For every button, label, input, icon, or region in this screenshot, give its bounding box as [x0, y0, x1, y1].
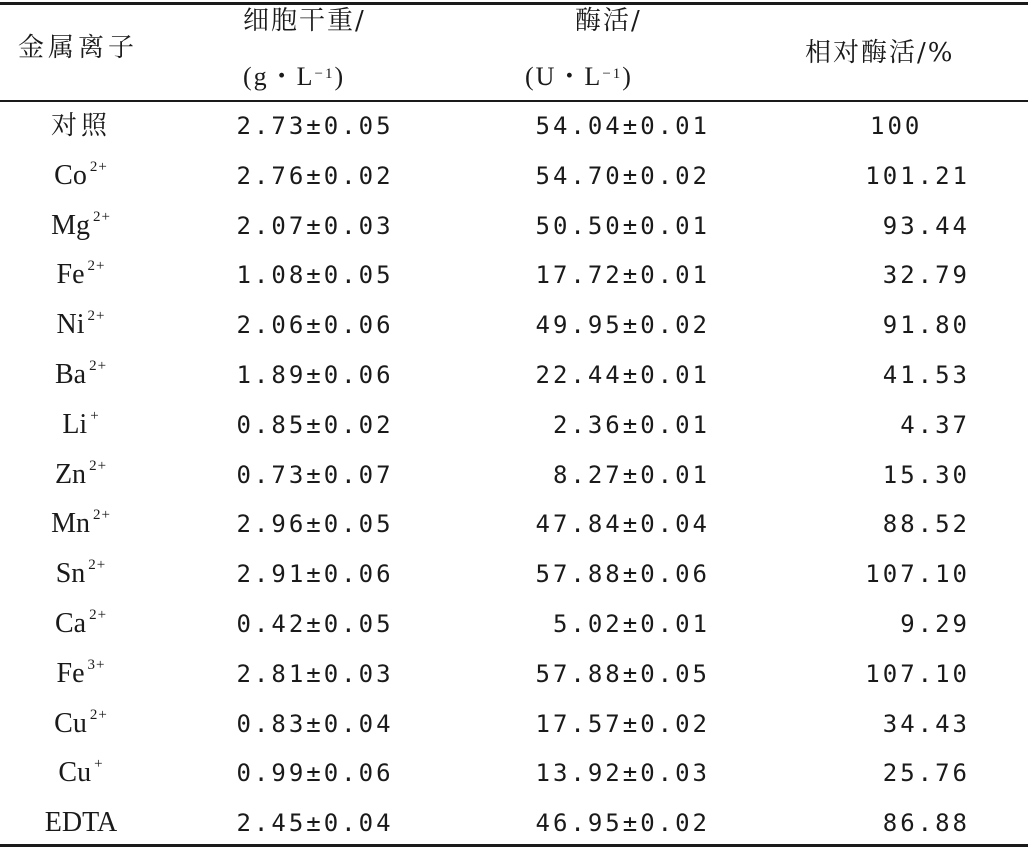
table-row — [0, 499, 1028, 549]
header-metal-ion: 金属离子 — [18, 33, 139, 63]
table-row — [0, 250, 1028, 300]
ion-symbol: 对照 — [50, 111, 111, 141]
header-relative-activity: 相对酶活/% — [805, 38, 955, 68]
table-row — [0, 151, 1028, 201]
cell-dry-weight: 2.76±0.02 — [236, 161, 394, 190]
cell-dry-weight: 2.07±0.03 — [236, 211, 394, 240]
header-dry-weight-unit-base: (g・L — [243, 62, 315, 91]
cell-metal-ion — [0, 450, 162, 500]
cell-enzyme-activity: 47.84±0.04 — [535, 510, 710, 539]
cell-relative-activity: 88.52 — [882, 510, 970, 539]
ion-symbol: Mn — [51, 508, 90, 540]
ion-charge: 2+ — [87, 308, 106, 325]
cell-enzyme-activity: 54.04±0.01 — [535, 112, 710, 140]
table-row — [0, 300, 1028, 350]
ion-symbol: Zn — [54, 458, 87, 490]
cell-metal-ion — [0, 250, 162, 300]
table-row — [0, 201, 1028, 251]
cell-metal-ion — [0, 350, 162, 400]
table-row — [0, 649, 1028, 699]
cell-dry-weight: 0.99±0.06 — [236, 759, 394, 788]
ion-charge: 2+ — [89, 158, 108, 175]
cell-metal-ion — [0, 699, 162, 749]
ion-charge: + — [90, 407, 100, 424]
cell-metal-ion — [0, 599, 162, 649]
cell-relative-activity: 9.29 — [900, 610, 970, 638]
cell-metal-ion — [0, 201, 162, 251]
ion-symbol: Cu — [58, 757, 92, 789]
ion-charge: 2+ — [88, 557, 107, 574]
ion-charge: 2+ — [92, 507, 111, 524]
table-row — [0, 101, 1028, 151]
table-row — [0, 450, 1028, 500]
table-row — [0, 699, 1028, 749]
cell-enzyme-activity: 22.44±0.01 — [535, 361, 710, 389]
cell-relative-activity: 107.10 — [865, 560, 970, 589]
cell-dry-weight: 2.81±0.03 — [236, 659, 394, 688]
cell-relative-activity: 4.37 — [900, 410, 970, 439]
cell-dry-weight: 0.85±0.02 — [236, 410, 394, 439]
cell-dry-weight: 2.96±0.05 — [236, 510, 394, 539]
header-enzyme-activity-unit-exp: −1 — [602, 66, 623, 82]
header-enzyme-activity: 酶活/ — [575, 6, 642, 36]
header-enzyme-activity-unit-close: ) — [622, 62, 633, 91]
cell-dry-weight: 1.89±0.06 — [236, 361, 394, 389]
cell-relative-activity: 32.79 — [882, 261, 970, 290]
table-row — [0, 599, 1028, 649]
ion-symbol: Ba — [54, 359, 87, 390]
table-top-rule — [0, 2, 1028, 5]
cell-relative-activity: 34.43 — [882, 709, 970, 738]
ion-symbol: Sn — [55, 558, 86, 590]
cell-dry-weight: 2.45±0.04 — [236, 809, 394, 838]
cell-enzyme-activity: 50.50±0.01 — [535, 211, 710, 240]
cell-metal-ion — [0, 101, 162, 151]
cell-metal-ion — [0, 400, 162, 450]
cell-metal-ion — [0, 798, 162, 848]
ion-charge: 2+ — [87, 258, 106, 275]
cell-metal-ion — [0, 549, 162, 599]
header-dry-weight-unit-exp: −1 — [314, 66, 335, 82]
cell-enzyme-activity: 5.02±0.01 — [552, 610, 710, 638]
table-row — [0, 798, 1028, 848]
cell-relative-activity: 107.10 — [865, 659, 970, 688]
cell-metal-ion — [0, 649, 162, 699]
header-dry-weight-unit — [243, 62, 345, 92]
ion-symbol: Cu — [54, 707, 87, 739]
ion-symbol: Fe — [56, 657, 85, 689]
ion-charge: 2+ — [89, 457, 108, 474]
cell-dry-weight: 1.08±0.05 — [236, 261, 394, 290]
ion-symbol: Fe — [56, 259, 85, 291]
cell-relative-activity: 91.80 — [882, 311, 970, 340]
ion-charge: + — [94, 756, 104, 773]
cell-metal-ion — [0, 499, 162, 549]
cell-enzyme-activity: 54.70±0.02 — [535, 161, 710, 190]
cell-relative-activity: 86.88 — [882, 809, 970, 838]
cell-metal-ion — [0, 748, 162, 798]
ion-symbol: EDTA — [44, 807, 118, 839]
cell-relative-activity: 15.30 — [882, 460, 970, 489]
cell-dry-weight: 0.42±0.05 — [236, 610, 394, 638]
header-dry-weight: 细胞干重/ — [243, 6, 366, 36]
cell-relative-activity: 100 — [870, 112, 923, 140]
cell-relative-activity: 41.53 — [882, 361, 970, 389]
cell-dry-weight: 0.83±0.04 — [236, 709, 394, 738]
ion-charge: 2+ — [89, 706, 108, 723]
cell-dry-weight: 0.73±0.07 — [236, 460, 394, 489]
ion-symbol: Ni — [56, 309, 85, 341]
ion-symbol: Ca — [54, 608, 87, 639]
cell-enzyme-activity: 17.72±0.01 — [535, 261, 710, 290]
cell-metal-ion — [0, 151, 162, 201]
cell-relative-activity: 93.44 — [882, 211, 970, 240]
cell-dry-weight: 2.73±0.05 — [236, 112, 394, 140]
table-row — [0, 549, 1028, 599]
cell-enzyme-activity: 17.57±0.02 — [535, 709, 710, 738]
cell-enzyme-activity: 57.88±0.05 — [535, 659, 710, 688]
cell-enzyme-activity: 13.92±0.03 — [535, 759, 710, 788]
ion-charge: 2+ — [92, 208, 111, 225]
ion-symbol: Co — [54, 159, 87, 191]
cell-relative-activity: 25.76 — [882, 759, 970, 788]
ion-charge: 2+ — [89, 607, 108, 623]
cell-dry-weight: 2.06±0.06 — [236, 311, 394, 340]
cell-enzyme-activity: 2.36±0.01 — [552, 410, 710, 439]
table-bottom-rule — [0, 844, 1028, 847]
cell-metal-ion — [0, 300, 162, 350]
cell-relative-activity: 101.21 — [865, 161, 970, 190]
header-enzyme-activity-unit — [525, 62, 633, 92]
cell-dry-weight: 2.91±0.06 — [236, 560, 394, 589]
cell-enzyme-activity: 8.27±0.01 — [552, 460, 710, 489]
table-row — [0, 400, 1028, 450]
cell-enzyme-activity: 57.88±0.06 — [535, 560, 710, 589]
table-row — [0, 748, 1028, 798]
ion-charge: 3+ — [87, 656, 106, 673]
ion-symbol: Li — [62, 408, 88, 440]
ion-symbol: Mg — [51, 209, 90, 241]
header-enzyme-activity-unit-base: (U・L — [525, 62, 603, 91]
cell-enzyme-activity: 49.95±0.02 — [535, 311, 710, 340]
table-row — [0, 350, 1028, 400]
ion-charge: 2+ — [89, 358, 108, 374]
header-dry-weight-unit-close: ) — [334, 62, 346, 91]
cell-enzyme-activity: 46.95±0.02 — [535, 809, 710, 838]
